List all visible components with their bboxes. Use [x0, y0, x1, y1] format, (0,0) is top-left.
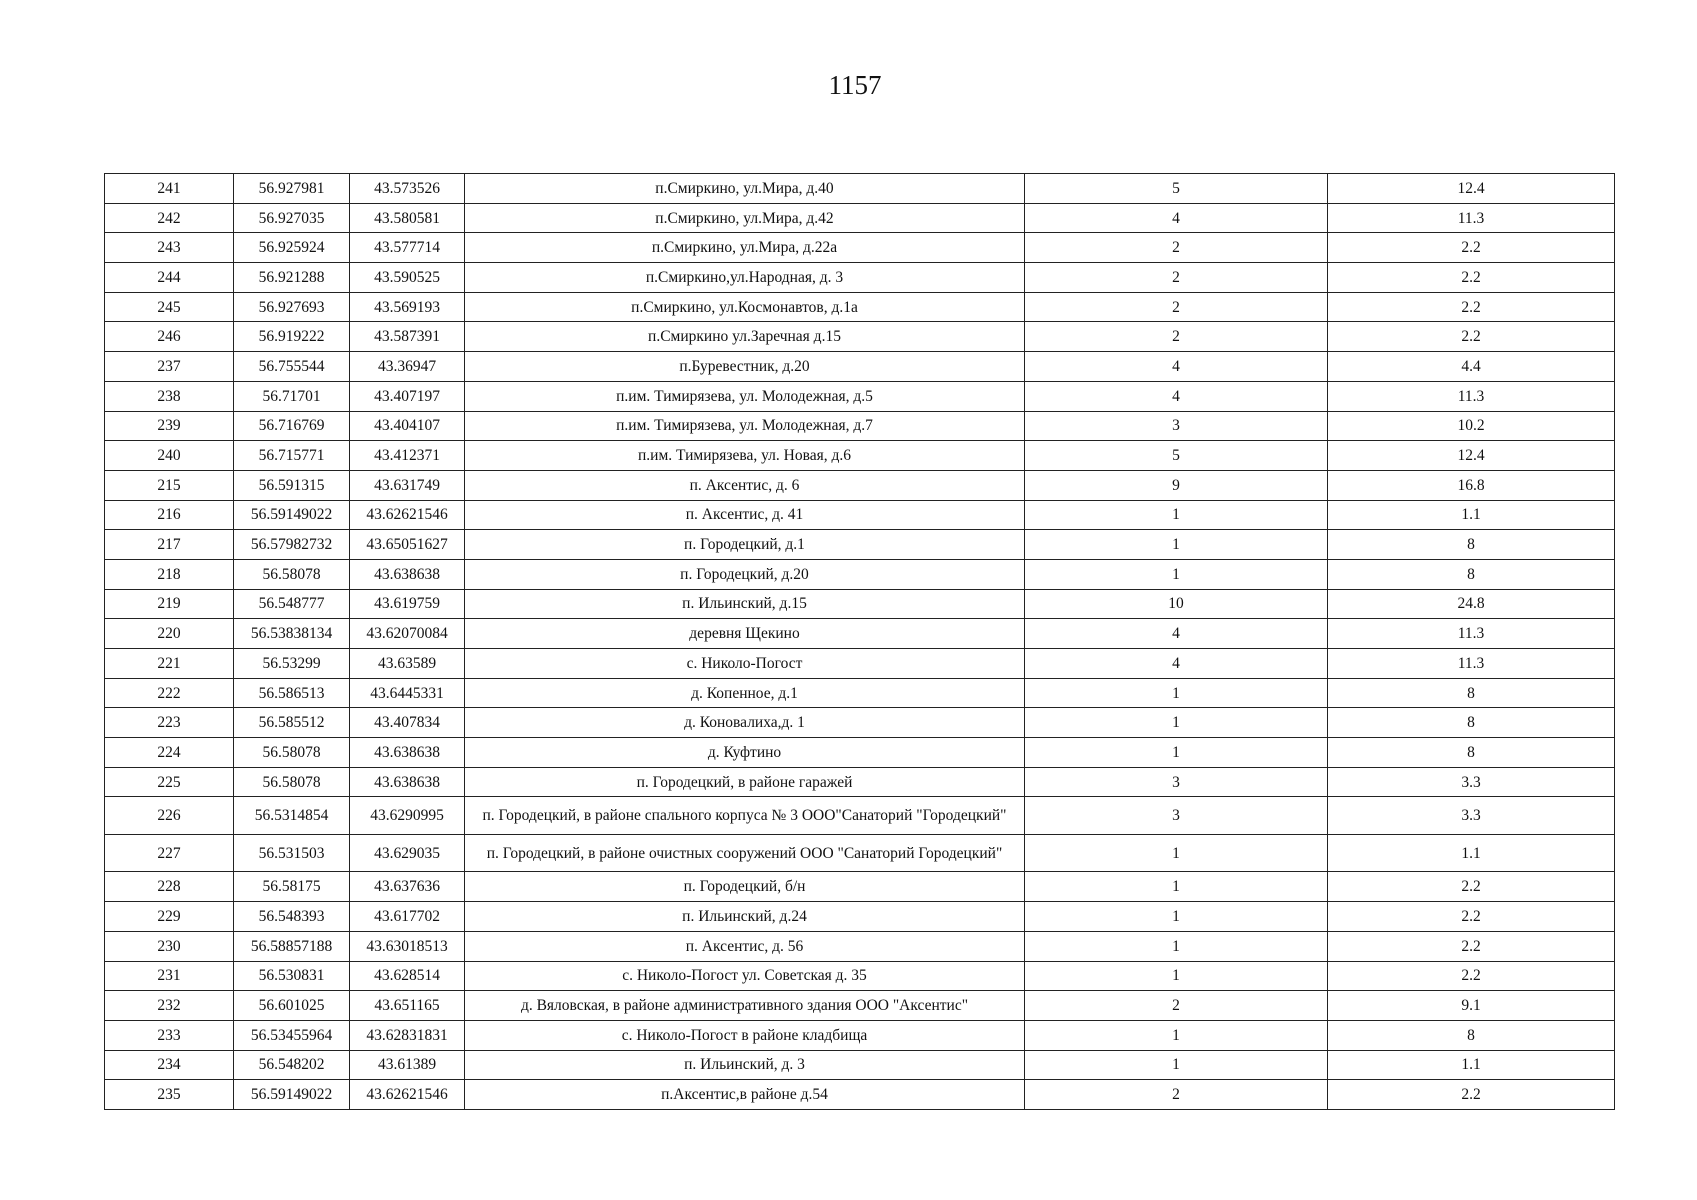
row-number-cell: 244: [105, 263, 234, 293]
table-row: [105, 441, 1615, 471]
latitude-cell: 56.601025: [234, 991, 350, 1021]
count-cell: 10: [1025, 589, 1328, 619]
table-row: [105, 292, 1615, 322]
value-cell: 9.1: [1328, 991, 1615, 1021]
address-cell: п.Аксентис,в районе д.54: [465, 1080, 1025, 1110]
address-cell: п. Ильинский, д.24: [465, 902, 1025, 932]
table-row: [105, 411, 1615, 441]
address-cell: п.Смиркино, ул.Мира, д.42: [465, 203, 1025, 233]
latitude-cell: 56.58175: [234, 872, 350, 902]
address-cell: п.Смиркино ул.Заречная д.15: [465, 322, 1025, 352]
row-number-cell: 240: [105, 441, 234, 471]
address-cell: п. Городецкий, д.20: [465, 559, 1025, 589]
row-number-cell: 228: [105, 872, 234, 902]
row-number-cell: 235: [105, 1080, 234, 1110]
row-number-cell: 238: [105, 381, 234, 411]
row-number-cell: 239: [105, 411, 234, 441]
data-table: [104, 173, 1615, 1110]
row-number-cell: 220: [105, 619, 234, 649]
table-row: [105, 649, 1615, 679]
address-cell: д. Куфтино: [465, 738, 1025, 768]
table-row: [105, 991, 1615, 1021]
count-cell: 9: [1025, 470, 1328, 500]
address-cell: п. Городецкий, б/н: [465, 872, 1025, 902]
latitude-cell: 56.530831: [234, 961, 350, 991]
value-cell: 8: [1328, 678, 1615, 708]
count-cell: 2: [1025, 263, 1328, 293]
address-cell: п. Аксентис, д. 6: [465, 470, 1025, 500]
latitude-cell: 56.927035: [234, 203, 350, 233]
row-number-cell: 223: [105, 708, 234, 738]
value-cell: 8: [1328, 1020, 1615, 1050]
table-row: [105, 902, 1615, 932]
address-cell: п. Городецкий, в районе спального корпуса № 3 ООО"Санаторий "Городецкий": [465, 797, 1025, 835]
longitude-cell: 43.638638: [350, 738, 465, 768]
longitude-cell: 43.62070084: [350, 619, 465, 649]
latitude-cell: 56.586513: [234, 678, 350, 708]
value-cell: 8: [1328, 738, 1615, 768]
latitude-cell: 56.548777: [234, 589, 350, 619]
latitude-cell: 56.59149022: [234, 500, 350, 530]
address-cell: с. Николо-Погост: [465, 649, 1025, 679]
table-row: [105, 797, 1615, 835]
page-number: 1157: [828, 70, 882, 100]
address-cell: д. Коновалиха,д. 1: [465, 708, 1025, 738]
longitude-cell: 43.590525: [350, 263, 465, 293]
count-cell: 2: [1025, 991, 1328, 1021]
count-cell: 2: [1025, 1080, 1328, 1110]
value-cell: 2.2: [1328, 872, 1615, 902]
count-cell: 3: [1025, 797, 1328, 835]
count-cell: 1: [1025, 961, 1328, 991]
address-cell: п.им. Тимирязева, ул. Молодежная, д.5: [465, 381, 1025, 411]
latitude-cell: 56.58078: [234, 559, 350, 589]
value-cell: 2.2: [1328, 322, 1615, 352]
row-number-cell: 225: [105, 767, 234, 797]
address-cell: п. Городецкий, в районе очистных сооружений ООО "Санаторий Городецкий": [465, 834, 1025, 872]
longitude-cell: 43.569193: [350, 292, 465, 322]
value-cell: 8: [1328, 530, 1615, 560]
row-number-cell: 218: [105, 559, 234, 589]
count-cell: 5: [1025, 441, 1328, 471]
address-cell: п. Аксентис, д. 41: [465, 500, 1025, 530]
table-row: [105, 352, 1615, 382]
row-number-cell: 233: [105, 1020, 234, 1050]
value-cell: 2.2: [1328, 931, 1615, 961]
row-number-cell: 227: [105, 834, 234, 872]
row-number-cell: 243: [105, 233, 234, 263]
value-cell: 8: [1328, 708, 1615, 738]
latitude-cell: 56.716769: [234, 411, 350, 441]
longitude-cell: 43.63018513: [350, 931, 465, 961]
value-cell: 12.4: [1328, 174, 1615, 204]
longitude-cell: 43.638638: [350, 767, 465, 797]
longitude-cell: 43.36947: [350, 352, 465, 382]
table-row: [105, 708, 1615, 738]
longitude-cell: 43.637636: [350, 872, 465, 902]
table-row: [105, 1050, 1615, 1080]
address-cell: деревня Щекино: [465, 619, 1025, 649]
row-number-cell: 221: [105, 649, 234, 679]
longitude-cell: 43.6445331: [350, 678, 465, 708]
address-cell: с. Николо-Погост ул. Советская д. 35: [465, 961, 1025, 991]
row-number-cell: 226: [105, 797, 234, 835]
latitude-cell: 56.53838134: [234, 619, 350, 649]
table-row: [105, 931, 1615, 961]
longitude-cell: 43.617702: [350, 902, 465, 932]
count-cell: 5: [1025, 174, 1328, 204]
table-row: [105, 263, 1615, 293]
count-cell: 4: [1025, 649, 1328, 679]
row-number-cell: 246: [105, 322, 234, 352]
value-cell: 2.2: [1328, 292, 1615, 322]
latitude-cell: 56.58078: [234, 767, 350, 797]
row-number-cell: 230: [105, 931, 234, 961]
table-row: [105, 500, 1615, 530]
count-cell: 3: [1025, 411, 1328, 441]
table-row: [105, 738, 1615, 768]
row-number-cell: 229: [105, 902, 234, 932]
latitude-cell: 56.755544: [234, 352, 350, 382]
longitude-cell: 43.587391: [350, 322, 465, 352]
count-cell: 4: [1025, 619, 1328, 649]
value-cell: 1.1: [1328, 1050, 1615, 1080]
value-cell: 3.3: [1328, 797, 1615, 835]
table-row: [105, 470, 1615, 500]
value-cell: 1.1: [1328, 834, 1615, 872]
longitude-cell: 43.61389: [350, 1050, 465, 1080]
count-cell: 4: [1025, 203, 1328, 233]
longitude-cell: 43.62621546: [350, 1080, 465, 1110]
latitude-cell: 56.927981: [234, 174, 350, 204]
value-cell: 2.2: [1328, 961, 1615, 991]
longitude-cell: 43.407834: [350, 708, 465, 738]
count-cell: 4: [1025, 381, 1328, 411]
latitude-cell: 56.585512: [234, 708, 350, 738]
latitude-cell: 56.927693: [234, 292, 350, 322]
longitude-cell: 43.404107: [350, 411, 465, 441]
count-cell: 1: [1025, 1050, 1328, 1080]
value-cell: 10.2: [1328, 411, 1615, 441]
table-row: [105, 589, 1615, 619]
longitude-cell: 43.631749: [350, 470, 465, 500]
table-row: [105, 619, 1615, 649]
latitude-cell: 56.59149022: [234, 1080, 350, 1110]
latitude-cell: 56.5314854: [234, 797, 350, 835]
value-cell: 4.4: [1328, 352, 1615, 382]
latitude-cell: 56.58857188: [234, 931, 350, 961]
row-number-cell: 222: [105, 678, 234, 708]
address-cell: п. Городецкий, в районе гаражей: [465, 767, 1025, 797]
table-row: [105, 872, 1615, 902]
value-cell: 11.3: [1328, 649, 1615, 679]
value-cell: 1.1: [1328, 500, 1615, 530]
value-cell: 2.2: [1328, 1080, 1615, 1110]
table-row: [105, 203, 1615, 233]
address-cell: п. Городецкий, д.1: [465, 530, 1025, 560]
table-row: [105, 559, 1615, 589]
count-cell: 4: [1025, 352, 1328, 382]
count-cell: 1: [1025, 738, 1328, 768]
table-row: [105, 381, 1615, 411]
longitude-cell: 43.6290995: [350, 797, 465, 835]
value-cell: 16.8: [1328, 470, 1615, 500]
table-row: [105, 322, 1615, 352]
row-number-cell: 216: [105, 500, 234, 530]
count-cell: 2: [1025, 292, 1328, 322]
latitude-cell: 56.548202: [234, 1050, 350, 1080]
count-cell: 1: [1025, 500, 1328, 530]
table-row: [105, 834, 1615, 872]
value-cell: 11.3: [1328, 619, 1615, 649]
table-row: [105, 1020, 1615, 1050]
table-row: [105, 233, 1615, 263]
address-cell: п. Ильинский, д.15: [465, 589, 1025, 619]
latitude-cell: 56.919222: [234, 322, 350, 352]
latitude-cell: 56.591315: [234, 470, 350, 500]
longitude-cell: 43.62831831: [350, 1020, 465, 1050]
count-cell: 1: [1025, 1020, 1328, 1050]
count-cell: 1: [1025, 708, 1328, 738]
count-cell: 1: [1025, 834, 1328, 872]
row-number-cell: 237: [105, 352, 234, 382]
latitude-cell: 56.58078: [234, 738, 350, 768]
row-number-cell: 224: [105, 738, 234, 768]
longitude-cell: 43.619759: [350, 589, 465, 619]
address-cell: п.Буревестник, д.20: [465, 352, 1025, 382]
table-row: [105, 174, 1615, 204]
count-cell: 2: [1025, 322, 1328, 352]
row-number-cell: 231: [105, 961, 234, 991]
address-cell: д. Вяловская, в районе административного здания ООО "Аксентис": [465, 991, 1025, 1021]
address-cell: п. Аксентис, д. 56: [465, 931, 1025, 961]
latitude-cell: 56.71701: [234, 381, 350, 411]
longitude-cell: 43.62621546: [350, 500, 465, 530]
row-number-cell: 241: [105, 174, 234, 204]
latitude-cell: 56.57982732: [234, 530, 350, 560]
longitude-cell: 43.651165: [350, 991, 465, 1021]
table-row: [105, 530, 1615, 560]
latitude-cell: 56.53299: [234, 649, 350, 679]
longitude-cell: 43.407197: [350, 381, 465, 411]
address-cell: с. Николо-Погост в районе кладбища: [465, 1020, 1025, 1050]
longitude-cell: 43.629035: [350, 834, 465, 872]
address-cell: д. Копенное, д.1: [465, 678, 1025, 708]
table-row: [105, 678, 1615, 708]
row-number-cell: 242: [105, 203, 234, 233]
table-row: [105, 767, 1615, 797]
value-cell: 2.2: [1328, 902, 1615, 932]
address-cell: п.Смиркино, ул.Мира, д.22а: [465, 233, 1025, 263]
longitude-cell: 43.65051627: [350, 530, 465, 560]
longitude-cell: 43.573526: [350, 174, 465, 204]
value-cell: 12.4: [1328, 441, 1615, 471]
latitude-cell: 56.921288: [234, 263, 350, 293]
table-row: [105, 1080, 1615, 1110]
row-number-cell: 217: [105, 530, 234, 560]
latitude-cell: 56.715771: [234, 441, 350, 471]
row-number-cell: 215: [105, 470, 234, 500]
count-cell: 3: [1025, 767, 1328, 797]
longitude-cell: 43.577714: [350, 233, 465, 263]
address-cell: п.им. Тимирязева, ул. Молодежная, д.7: [465, 411, 1025, 441]
latitude-cell: 56.53455964: [234, 1020, 350, 1050]
count-cell: 1: [1025, 931, 1328, 961]
value-cell: 2.2: [1328, 233, 1615, 263]
value-cell: 2.2: [1328, 263, 1615, 293]
address-cell: п.Смиркино, ул.Мира, д.40: [465, 174, 1025, 204]
address-cell: п.им. Тимирязева, ул. Новая, д.6: [465, 441, 1025, 471]
value-cell: 24.8: [1328, 589, 1615, 619]
count-cell: 1: [1025, 872, 1328, 902]
row-number-cell: 234: [105, 1050, 234, 1080]
longitude-cell: 43.412371: [350, 441, 465, 471]
longitude-cell: 43.628514: [350, 961, 465, 991]
address-cell: п. Ильинский, д. 3: [465, 1050, 1025, 1080]
value-cell: 3.3: [1328, 767, 1615, 797]
count-cell: 1: [1025, 530, 1328, 560]
count-cell: 1: [1025, 902, 1328, 932]
table-row: [105, 961, 1615, 991]
value-cell: 11.3: [1328, 381, 1615, 411]
count-cell: 1: [1025, 678, 1328, 708]
row-number-cell: 219: [105, 589, 234, 619]
value-cell: 8: [1328, 559, 1615, 589]
latitude-cell: 56.548393: [234, 902, 350, 932]
address-cell: п.Смиркино, ул.Космонавтов, д.1а: [465, 292, 1025, 322]
latitude-cell: 56.531503: [234, 834, 350, 872]
longitude-cell: 43.63589: [350, 649, 465, 679]
address-cell: п.Смиркино,ул.Народная, д. 3: [465, 263, 1025, 293]
table-body: [105, 174, 1615, 1110]
latitude-cell: 56.925924: [234, 233, 350, 263]
row-number-cell: 232: [105, 991, 234, 1021]
longitude-cell: 43.580581: [350, 203, 465, 233]
longitude-cell: 43.638638: [350, 559, 465, 589]
count-cell: 2: [1025, 233, 1328, 263]
value-cell: 11.3: [1328, 203, 1615, 233]
row-number-cell: 245: [105, 292, 234, 322]
count-cell: 1: [1025, 559, 1328, 589]
